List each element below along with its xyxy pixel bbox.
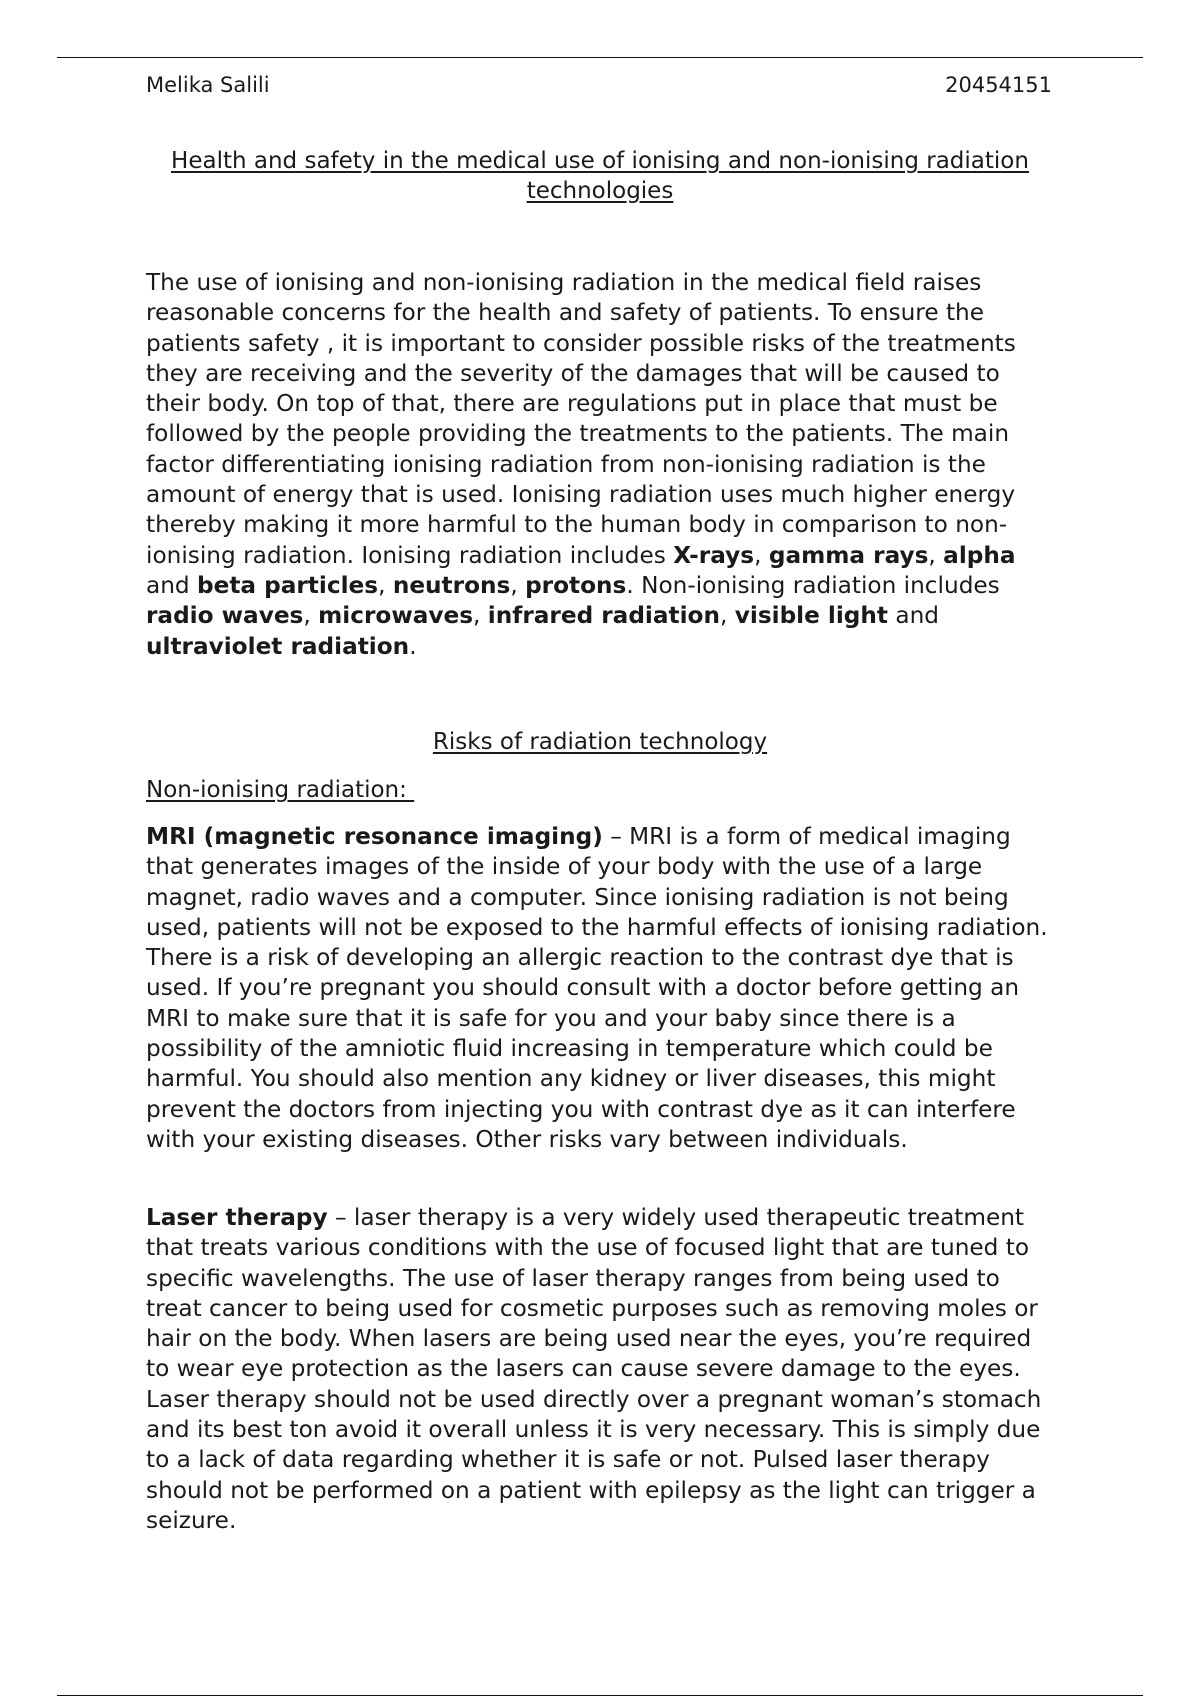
term-alpha: alpha xyxy=(943,541,1016,569)
section-heading-risks: Risks of radiation technology xyxy=(432,729,768,755)
term-visible-light: visible light xyxy=(734,602,888,630)
term-beta-particles: beta particles xyxy=(197,571,379,599)
mri-term: MRI (magnetic resonance imaging) xyxy=(146,823,603,850)
header-rule xyxy=(57,57,1143,58)
mri-paragraph xyxy=(146,822,1058,1155)
author-name: Melika Salili xyxy=(146,73,270,97)
page-header xyxy=(146,70,1054,100)
term-microwaves: microwaves xyxy=(318,602,474,630)
subheading-non-ionising: Non-ionising radiation: xyxy=(146,777,415,803)
term-infrared-radiation: infrared radiation xyxy=(487,602,720,630)
intro-paragraph: The use of ionising and non-ionising radiation in the medical field raises reasonable concerns for the health and safety of patients. To ensure the patients safety , it is important to consider possible risks of the treatments they are receiving and the severity of the damages that will be caused to their body. On top of that, there are regulations put in place that must be followed by the people providing the treatments to the patients. The main factor differentiating ionising radiation from non-ionising radiation is the amount of energy that is used. Ionising radiation uses much higher energy thereby making it more harmful to the human body in comparison to non-ionising radiation. Ionising radiation includes X-rays, gamma rays, alpha and beta particles, neutrons, protons. Non-ionising radiation includes radio waves, microwaves, infrared radiation, visible light and ultraviolet radiation. xyxy=(146,269,1016,660)
footer-rule xyxy=(57,1695,1143,1696)
intro-text-continued: Non-ionising radiation includes xyxy=(633,571,1000,599)
intro-text: The use of ionising and non-ionising radiation in the medical field raises reasonable concerns for the health and safety of patients. To ensure the patients safety , it is important to consider possible risks of the treatments they are receiving and the severity of the damages that will be caused to their body. On top of that, there are regulations put in place that must be followed by the people providing the treatments to the patients. The main factor differentiating ionising radiation from non-ionising radiation is the amount of energy that is used. Ionising radiation uses much higher energy thereby making it more harmful to the human body in comparison to non-ionising radiation. Ionising radiation includes xyxy=(146,269,1016,569)
term-neutrons: neutrons xyxy=(392,571,511,599)
term-x-rays: X-rays xyxy=(673,541,755,569)
document-title: Health and safety in the medical use of ionising and non-ionising radiation technologies xyxy=(171,148,1029,204)
laser-therapy-text: – laser therapy is a very widely used therapeutic treatment that treats various conditions with the use of focused light that are tuned to specific wavelengths. The use of laser therapy ranges from being used to treat cancer to being used for cosmetic purposes such as removing moles or hair on the body. When lasers are being used near the eyes, you’re required to wear eye protection as the lasers can cause severe damage to the eyes. Laser therapy should not be used directly over a pregnant woman’s stomach and its best ton avoid it overall unless it is very necessary. This is simply due to a lack of data regarding whether it is safe or not. Pulsed laser therapy should not be performed on a patient with epilepsy as the light can trigger a seizure. xyxy=(146,1204,1042,1534)
laser-therapy-term: Laser therapy xyxy=(146,1204,328,1231)
mri-text: – MRI is a form of medical imaging that generates images of the inside of your body with the use of a large magnet, radio waves and a computer. Since ionising radiation is not being used, patients will not be exposed to the harmful effects of ionising radiation. There is a risk of developing an allergic reaction to the contrast dye that is used. If you’re pregnant you should consult with a doctor before getting an MRI to make sure that it is safe for you and your baby since there is a possibility of the amniotic fluid increasing in temperature which could be harmful. You should also mention any kidney or liver diseases, this might prevent the doctors from injecting you with contrast dye as it can interfere with your existing diseases. Other risks vary between individuals. xyxy=(146,823,1048,1153)
student-id: 20454151 xyxy=(945,73,1052,97)
term-protons: protons xyxy=(525,571,627,599)
term-gamma-rays: gamma rays xyxy=(768,541,929,569)
term-ultraviolet-radiation: ultraviolet radiation xyxy=(146,632,410,660)
term-radio-waves: radio waves xyxy=(146,602,304,630)
laser-therapy-paragraph xyxy=(146,1203,1058,1536)
